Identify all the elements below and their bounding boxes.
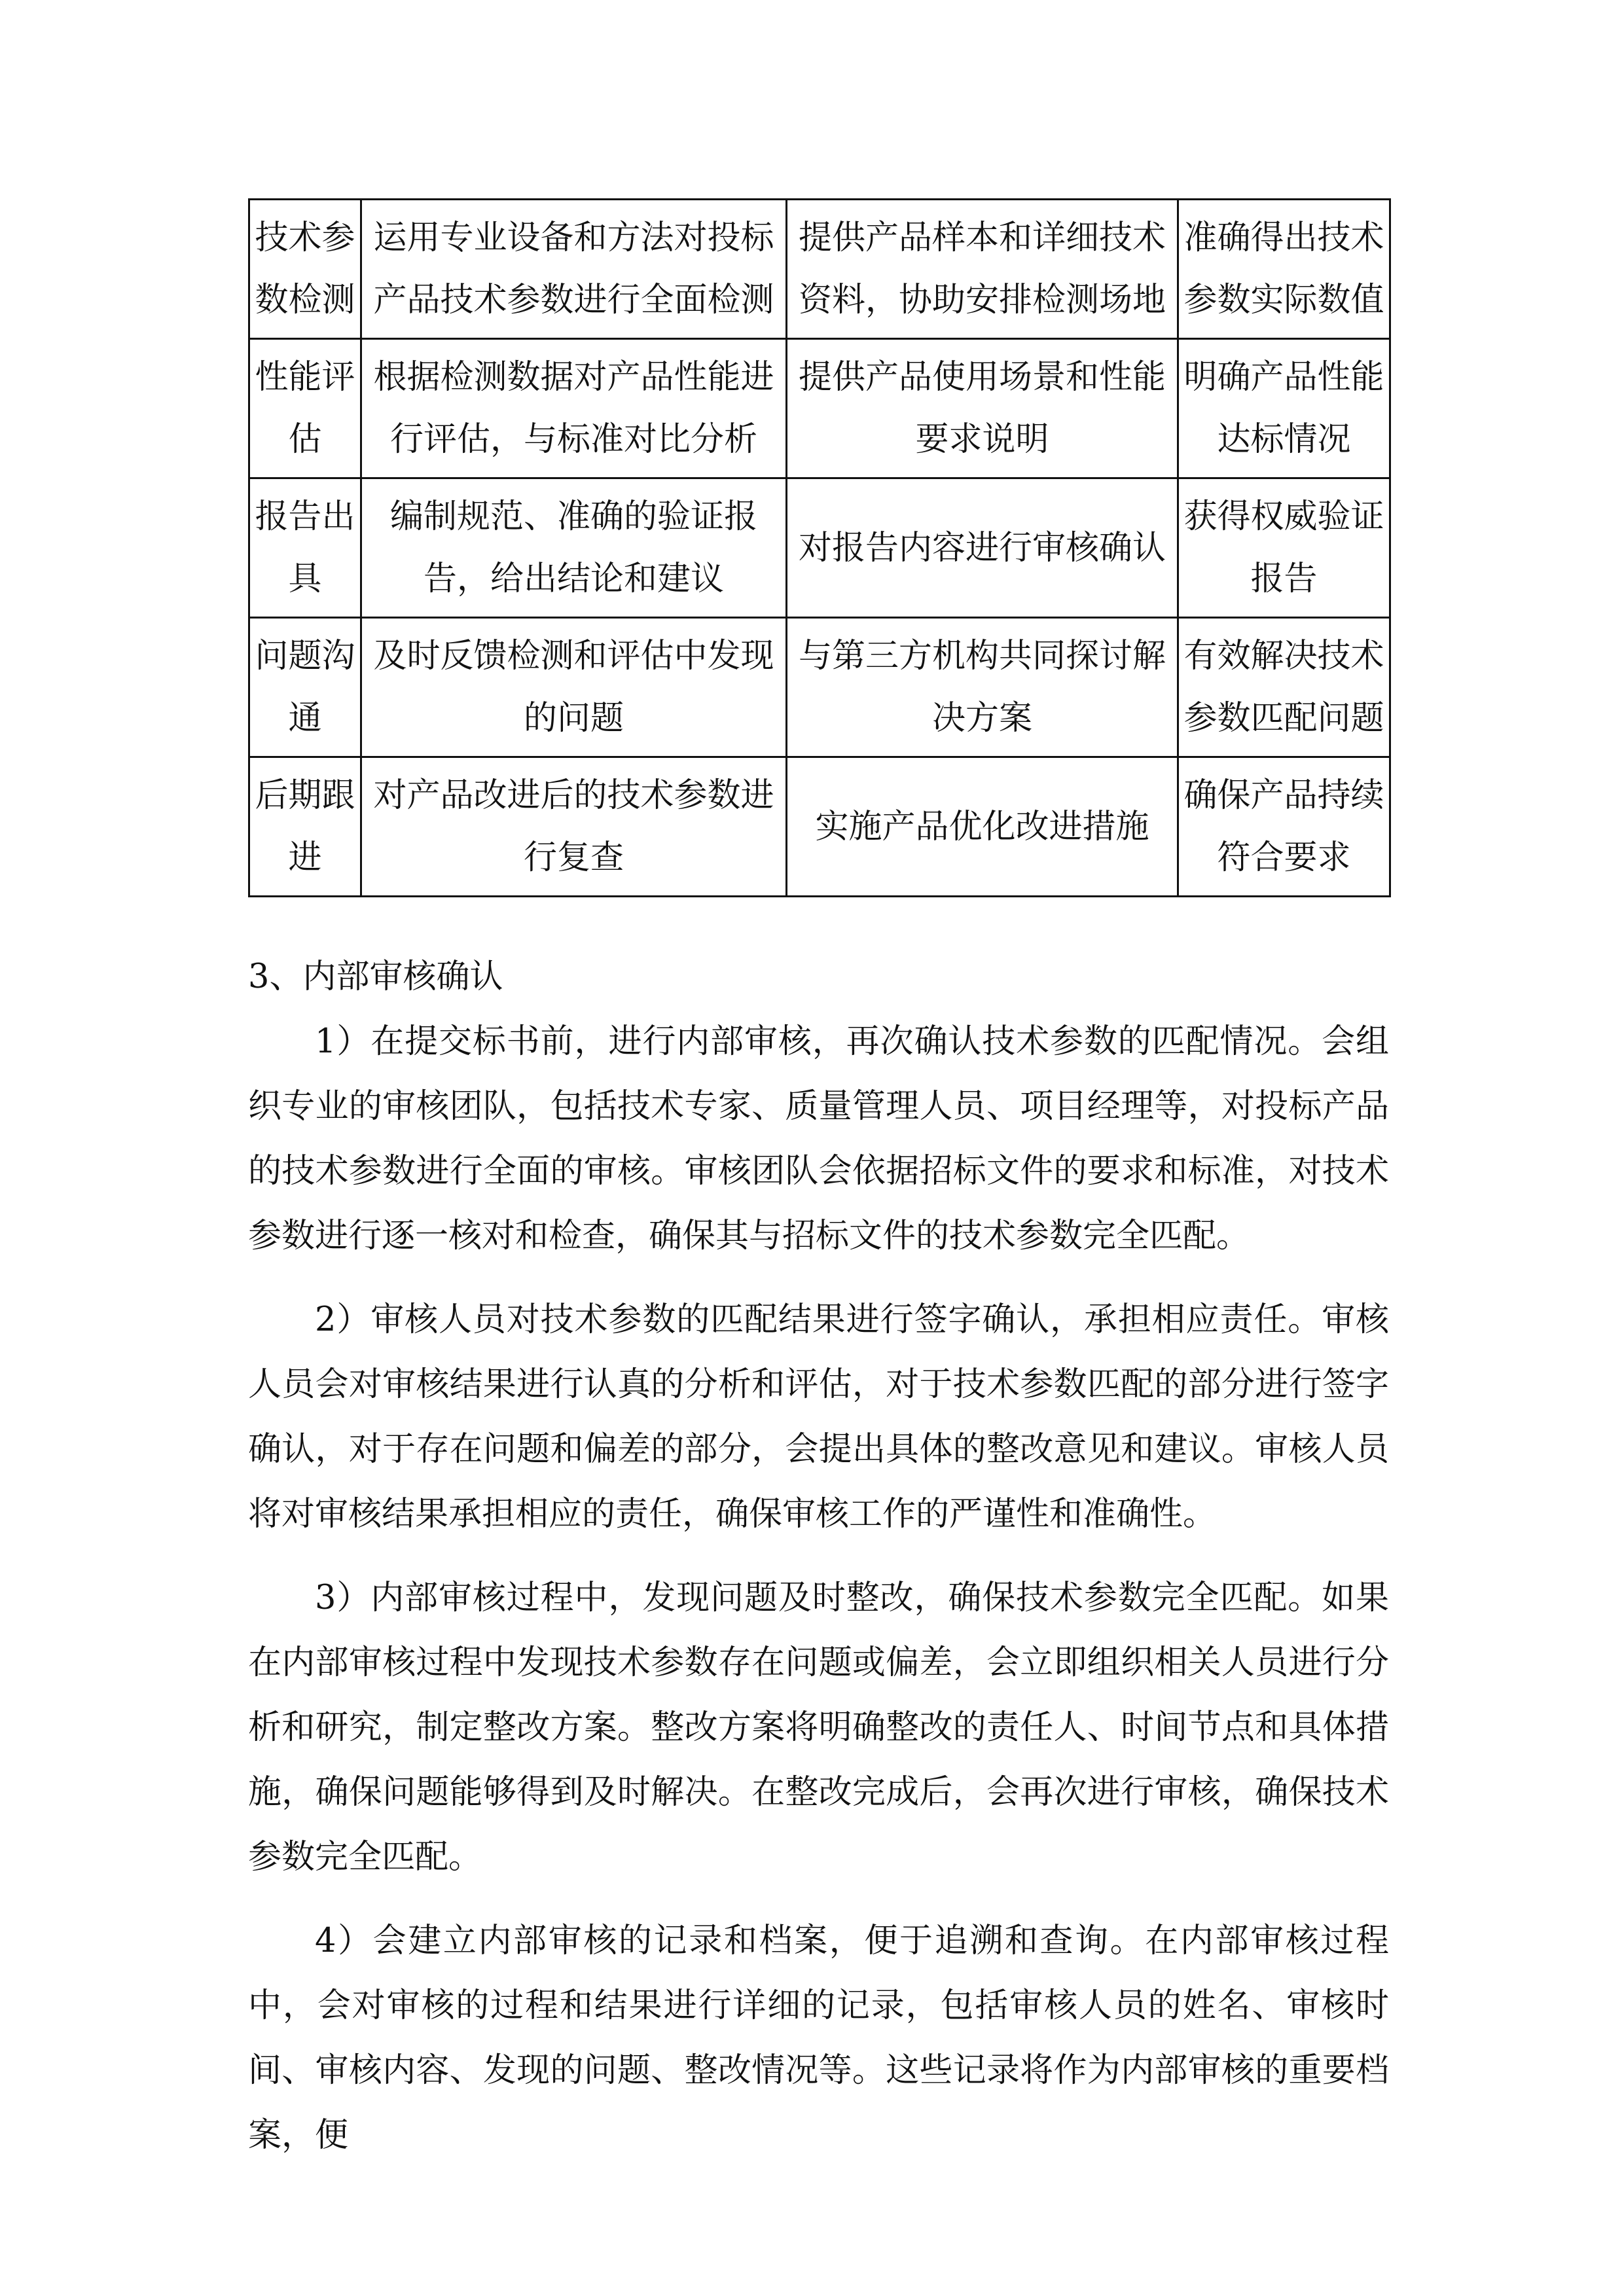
table-cell: 技术参数检测 bbox=[249, 200, 361, 339]
table-cell: 确保产品持续符合要求 bbox=[1178, 757, 1390, 897]
table-cell: 有效解决技术参数匹配问题 bbox=[1178, 618, 1390, 757]
table-row bbox=[249, 339, 1390, 478]
table-cell: 准确得出技术参数实际数值 bbox=[1178, 200, 1390, 339]
table-cell: 明确产品性能达标情况 bbox=[1178, 339, 1390, 478]
paragraph: 4）会建立内部审核的记录和档案，便于追溯和查询。在内部审核过程中，会对审核的过程和结果进行详细的记录，包括审核人员的姓名、审核时间、审核内容、发现的问题、整改情况等。这些记录将作为内部审核的重要档案，便 bbox=[248, 1922, 1389, 2155]
table-cell: 报告出具 bbox=[249, 478, 361, 618]
table-cell: 与第三方机构共同探讨解决方案 bbox=[787, 618, 1178, 757]
table-cell: 性能评估 bbox=[249, 339, 361, 478]
table-cell: 对报告内容进行审核确认 bbox=[787, 478, 1178, 618]
table-cell: 实施产品优化改进措施 bbox=[787, 757, 1178, 897]
table-cell: 问题沟通 bbox=[249, 618, 361, 757]
paragraph: 3）内部审核过程中，发现问题及时整改，确保技术参数完全匹配。如果在内部审核过程中发现技术参数存在问题或偏差，会立即组织相关人员进行分析和研究，制定整改方案。整改方案将明确整改的责任人、时间节点和具体措施，确保问题能够得到及时解决。在整改完成后，会再次进行审核，确保技术参数完全匹配。 bbox=[248, 1579, 1389, 1876]
table-row bbox=[249, 200, 1390, 339]
section-heading: 3、内部审核确认 bbox=[248, 958, 503, 996]
table-row bbox=[249, 757, 1390, 897]
paragraph: 2）审核人员对技术参数的匹配结果进行签字确认，承担相应责任。审核人员会对审核结果进行认真的分析和评估，对于技术参数匹配的部分进行签字确认，对于存在问题和偏差的部分，会提出具体的整改意见和建议。审核人员将对审核结果承担相应的责任，确保审核工作的严谨性和准确性。 bbox=[248, 1300, 1389, 1534]
paragraph: 1）在提交标书前，进行内部审核，再次确认技术参数的匹配情况。会组织专业的审核团队，包括技术专家、质量管理人员、项目经理等，对投标产品的技术参数进行全面的审核。审核团队会依据招标文件的要求和标准，对技术参数进行逐一核对和检查，确保其与招标文件的技术参数完全匹配。 bbox=[248, 1022, 1389, 1255]
table-row bbox=[249, 478, 1390, 618]
table-cell: 及时反馈检测和评估中发现的问题 bbox=[361, 618, 787, 757]
table-cell: 根据检测数据对产品性能进行评估，与标准对比分析 bbox=[361, 339, 787, 478]
table-cell: 提供产品使用场景和性能要求说明 bbox=[787, 339, 1178, 478]
verification-table bbox=[248, 198, 1391, 897]
table-cell: 对产品改进后的技术参数进行复查 bbox=[361, 757, 787, 897]
section-internal-review bbox=[248, 944, 1389, 2187]
table-row bbox=[249, 618, 1390, 757]
table-cell: 编制规范、准确的验证报告，给出结论和建议 bbox=[361, 478, 787, 618]
table-cell: 后期跟进 bbox=[249, 757, 361, 897]
table-cell: 运用专业设备和方法对投标产品技术参数进行全面检测 bbox=[361, 200, 787, 339]
table-cell: 提供产品样本和详细技术资料，协助安排检测场地 bbox=[787, 200, 1178, 339]
table-cell: 获得权威验证报告 bbox=[1178, 478, 1390, 618]
